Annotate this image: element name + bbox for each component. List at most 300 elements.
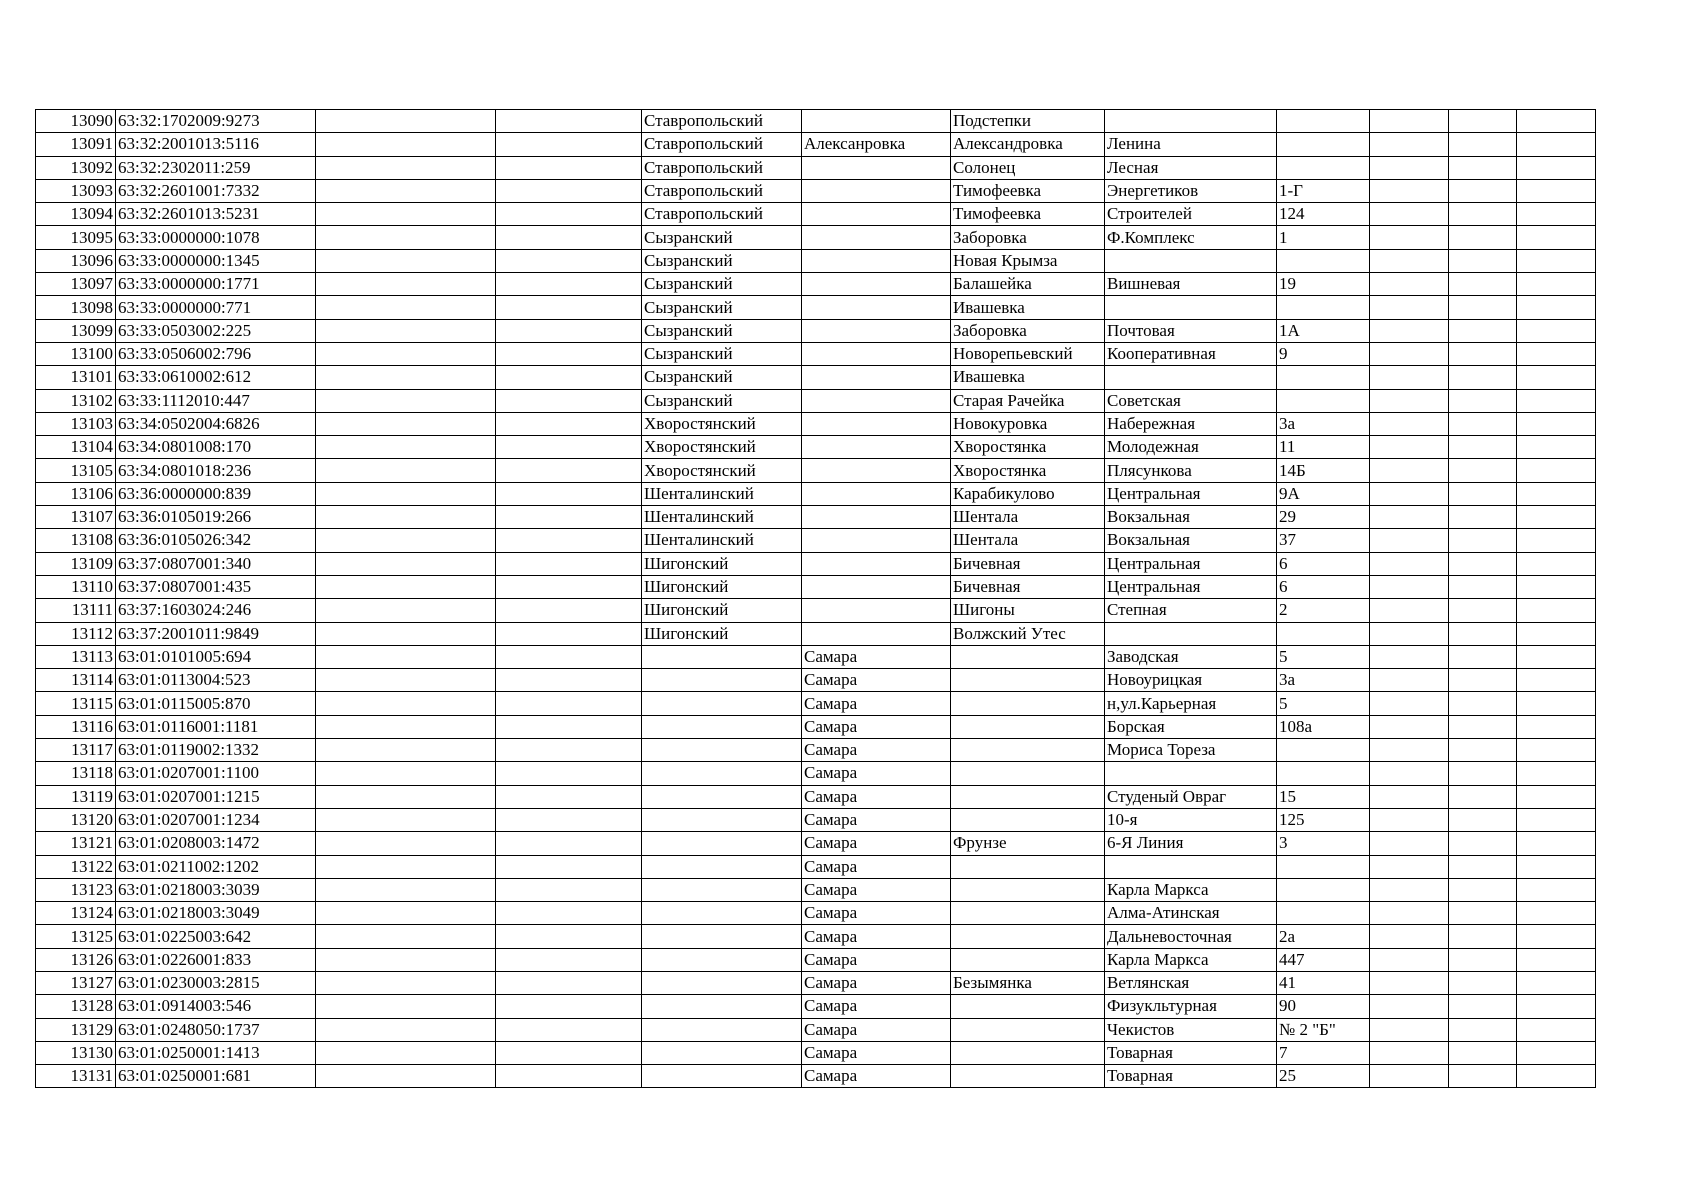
table-row (36, 622, 1596, 645)
cell-col-11 (1449, 412, 1517, 435)
cell-col-11 (1449, 692, 1517, 715)
cell-col-12 (1517, 948, 1596, 971)
cell-settlement: Ивашевка (951, 366, 1105, 389)
cell-col-10 (1370, 669, 1449, 692)
cell-street: 10-я (1105, 808, 1277, 831)
cell-col-3 (316, 529, 496, 552)
cell-col-11 (1449, 808, 1517, 831)
cell-row-number: 13128 (36, 995, 116, 1018)
cell-col-10 (1370, 902, 1449, 925)
cell-district: Шигонский (642, 599, 802, 622)
cell-district: Хворостянский (642, 459, 802, 482)
cell-house: 2 (1277, 599, 1370, 622)
cell-row-number: 13100 (36, 342, 116, 365)
cell-cadastral-number: 63:01:0207001:1100 (116, 762, 316, 785)
cell-col-3 (316, 1018, 496, 1041)
cell-col-11 (1449, 179, 1517, 202)
cell-col-11 (1449, 389, 1517, 412)
cell-col-11 (1449, 1018, 1517, 1041)
cell-city: Самара (802, 739, 951, 762)
cell-col-4 (496, 552, 642, 575)
cell-district: Сызранский (642, 296, 802, 319)
cell-col-12 (1517, 669, 1596, 692)
cell-city (802, 319, 951, 342)
cell-row-number: 13120 (36, 808, 116, 831)
cell-col-11 (1449, 971, 1517, 994)
cell-col-11 (1449, 459, 1517, 482)
cell-settlement (951, 785, 1105, 808)
cell-city (802, 366, 951, 389)
cell-cadastral-number: 63:33:0000000:1771 (116, 273, 316, 296)
cell-cadastral-number: 63:01:0218003:3049 (116, 902, 316, 925)
table-row (36, 389, 1596, 412)
cell-settlement: Балашейка (951, 273, 1105, 296)
cell-district: Шигонский (642, 622, 802, 645)
cell-street: Карла Маркса (1105, 948, 1277, 971)
cell-col-12 (1517, 645, 1596, 668)
cell-row-number: 13115 (36, 692, 116, 715)
cell-col-10 (1370, 995, 1449, 1018)
cell-col-11 (1449, 342, 1517, 365)
cell-col-10 (1370, 599, 1449, 622)
cell-col-12 (1517, 715, 1596, 738)
table-row (36, 459, 1596, 482)
cell-cadastral-number: 63:34:0801008:170 (116, 436, 316, 459)
table-row (36, 529, 1596, 552)
cell-house: 6 (1277, 575, 1370, 598)
cell-cadastral-number: 63:33:0000000:771 (116, 296, 316, 319)
table-row (36, 273, 1596, 296)
cell-row-number: 13110 (36, 575, 116, 598)
cell-cadastral-number: 63:37:0807001:340 (116, 552, 316, 575)
cell-house (1277, 622, 1370, 645)
cell-house: № 2 "Б" (1277, 1018, 1370, 1041)
cell-city (802, 506, 951, 529)
cell-settlement (951, 762, 1105, 785)
cell-city (802, 389, 951, 412)
cell-cadastral-number: 63:34:0801018:236 (116, 459, 316, 482)
cell-col-3 (316, 1065, 496, 1088)
table-row (36, 506, 1596, 529)
cell-row-number: 13122 (36, 855, 116, 878)
cell-col-10 (1370, 1065, 1449, 1088)
cell-settlement: Старая Рачейка (951, 389, 1105, 412)
cell-col-4 (496, 995, 642, 1018)
cell-settlement (951, 995, 1105, 1018)
cell-row-number: 13107 (36, 506, 116, 529)
cell-col-11 (1449, 669, 1517, 692)
cell-house (1277, 855, 1370, 878)
cell-house (1277, 156, 1370, 179)
table-row (36, 995, 1596, 1018)
table-body (36, 110, 1596, 1088)
cell-settlement: Хворостянка (951, 459, 1105, 482)
table-row (36, 575, 1596, 598)
cell-col-10 (1370, 296, 1449, 319)
cell-col-12 (1517, 832, 1596, 855)
cell-col-3 (316, 319, 496, 342)
cell-city (802, 482, 951, 505)
cell-district: Сызранский (642, 389, 802, 412)
table-row (36, 692, 1596, 715)
cell-district (642, 739, 802, 762)
cell-col-3 (316, 808, 496, 831)
cell-col-10 (1370, 1041, 1449, 1064)
cell-col-10 (1370, 273, 1449, 296)
cell-district (642, 785, 802, 808)
cell-col-11 (1449, 249, 1517, 272)
cell-col-3 (316, 762, 496, 785)
table-row (36, 1065, 1596, 1088)
table-row (36, 1018, 1596, 1041)
cell-col-4 (496, 878, 642, 901)
cell-row-number: 13092 (36, 156, 116, 179)
data-table (35, 109, 1596, 1088)
cell-city: Самара (802, 995, 951, 1018)
table-row (36, 739, 1596, 762)
cell-row-number: 13130 (36, 1041, 116, 1064)
cell-cadastral-number: 63:33:0610002:612 (116, 366, 316, 389)
cell-district: Сызранский (642, 249, 802, 272)
cell-settlement: Новокуровка (951, 412, 1105, 435)
cell-col-3 (316, 739, 496, 762)
cell-cadastral-number: 63:01:0250001:681 (116, 1065, 316, 1088)
cell-col-3 (316, 249, 496, 272)
cell-row-number: 13093 (36, 179, 116, 202)
cell-col-11 (1449, 925, 1517, 948)
cell-col-4 (496, 412, 642, 435)
cell-settlement (951, 645, 1105, 668)
cell-col-3 (316, 273, 496, 296)
table-row (36, 645, 1596, 668)
cell-house: 7 (1277, 1041, 1370, 1064)
cell-row-number: 13111 (36, 599, 116, 622)
cell-street (1105, 249, 1277, 272)
cell-col-4 (496, 529, 642, 552)
cell-col-12 (1517, 156, 1596, 179)
cell-row-number: 13112 (36, 622, 116, 645)
cell-col-12 (1517, 971, 1596, 994)
cell-city: Алексанровка (802, 133, 951, 156)
cell-cadastral-number: 63:32:2001013:5116 (116, 133, 316, 156)
cell-settlement (951, 925, 1105, 948)
cell-row-number: 13127 (36, 971, 116, 994)
cell-col-10 (1370, 739, 1449, 762)
table-row (36, 156, 1596, 179)
cell-house: 5 (1277, 692, 1370, 715)
cell-col-12 (1517, 785, 1596, 808)
table-row (36, 552, 1596, 575)
cell-district: Хворостянский (642, 412, 802, 435)
cell-col-12 (1517, 762, 1596, 785)
cell-cadastral-number: 63:36:0105019:266 (116, 506, 316, 529)
cell-col-3 (316, 995, 496, 1018)
cell-district (642, 878, 802, 901)
cell-city (802, 296, 951, 319)
table-row (36, 436, 1596, 459)
table-row (36, 599, 1596, 622)
cell-house: 25 (1277, 1065, 1370, 1088)
cell-col-3 (316, 645, 496, 668)
cell-col-10 (1370, 715, 1449, 738)
table-row (36, 133, 1596, 156)
cell-col-10 (1370, 110, 1449, 133)
cell-col-12 (1517, 459, 1596, 482)
cell-house: 108а (1277, 715, 1370, 738)
cell-city (802, 529, 951, 552)
cell-col-11 (1449, 319, 1517, 342)
cell-house (1277, 133, 1370, 156)
cell-col-4 (496, 692, 642, 715)
cell-col-4 (496, 1041, 642, 1064)
cell-settlement: Волжский Утес (951, 622, 1105, 645)
cell-settlement (951, 878, 1105, 901)
cell-cadastral-number: 63:01:0230003:2815 (116, 971, 316, 994)
cell-col-4 (496, 342, 642, 365)
cell-settlement: Безымянка (951, 971, 1105, 994)
cell-col-4 (496, 1018, 642, 1041)
cell-house: 15 (1277, 785, 1370, 808)
cell-col-4 (496, 179, 642, 202)
cell-col-3 (316, 436, 496, 459)
table-row (36, 203, 1596, 226)
cell-col-10 (1370, 762, 1449, 785)
cell-col-3 (316, 622, 496, 645)
cell-col-3 (316, 832, 496, 855)
cell-cadastral-number: 63:33:0000000:1078 (116, 226, 316, 249)
cell-col-3 (316, 715, 496, 738)
cell-col-10 (1370, 342, 1449, 365)
cell-col-3 (316, 902, 496, 925)
cell-city: Самара (802, 878, 951, 901)
cell-district (642, 1041, 802, 1064)
cell-col-4 (496, 948, 642, 971)
cell-street (1105, 762, 1277, 785)
cell-city (802, 273, 951, 296)
cell-city (802, 110, 951, 133)
table-row (36, 878, 1596, 901)
cell-cadastral-number: 63:33:0503002:225 (116, 319, 316, 342)
cell-street: Карла Маркса (1105, 878, 1277, 901)
cell-col-3 (316, 412, 496, 435)
cell-street: Товарная (1105, 1065, 1277, 1088)
cell-col-10 (1370, 529, 1449, 552)
cell-col-12 (1517, 1041, 1596, 1064)
cell-cadastral-number: 63:32:2601001:7332 (116, 179, 316, 202)
cell-row-number: 13094 (36, 203, 116, 226)
cell-col-4 (496, 855, 642, 878)
cell-city (802, 412, 951, 435)
cell-col-3 (316, 296, 496, 319)
cell-col-10 (1370, 389, 1449, 412)
table-row (36, 319, 1596, 342)
cell-col-10 (1370, 249, 1449, 272)
cell-house (1277, 366, 1370, 389)
cell-district: Шенталинский (642, 506, 802, 529)
cell-col-12 (1517, 739, 1596, 762)
cell-district: Ставропольский (642, 133, 802, 156)
cell-street: Молодежная (1105, 436, 1277, 459)
cell-row-number: 13117 (36, 739, 116, 762)
cell-col-4 (496, 739, 642, 762)
cell-col-10 (1370, 785, 1449, 808)
cell-city: Самара (802, 715, 951, 738)
cell-settlement: Заборовка (951, 319, 1105, 342)
cell-col-3 (316, 575, 496, 598)
cell-col-4 (496, 785, 642, 808)
table-row (36, 412, 1596, 435)
cell-house (1277, 389, 1370, 412)
cell-row-number: 13126 (36, 948, 116, 971)
cell-col-3 (316, 459, 496, 482)
cell-city (802, 599, 951, 622)
cell-city (802, 226, 951, 249)
cell-district (642, 832, 802, 855)
table-row (36, 179, 1596, 202)
cell-city (802, 203, 951, 226)
cell-cadastral-number: 63:01:0914003:546 (116, 995, 316, 1018)
cell-col-4 (496, 599, 642, 622)
cell-settlement: Новорепьевский (951, 342, 1105, 365)
cell-settlement: Карабикулово (951, 482, 1105, 505)
cell-street: Лесная (1105, 156, 1277, 179)
cell-col-12 (1517, 133, 1596, 156)
cell-city: Самара (802, 832, 951, 855)
cell-col-10 (1370, 436, 1449, 459)
cell-col-12 (1517, 878, 1596, 901)
cell-cadastral-number: 63:36:0105026:342 (116, 529, 316, 552)
cell-col-11 (1449, 156, 1517, 179)
cell-col-10 (1370, 925, 1449, 948)
cell-cadastral-number: 63:36:0000000:839 (116, 482, 316, 505)
cell-settlement (951, 692, 1105, 715)
cell-street: Заводская (1105, 645, 1277, 668)
cell-house: 41 (1277, 971, 1370, 994)
cell-row-number: 13098 (36, 296, 116, 319)
table-row (36, 366, 1596, 389)
cell-col-3 (316, 156, 496, 179)
cell-col-3 (316, 971, 496, 994)
cell-city: Самара (802, 1041, 951, 1064)
cell-cadastral-number: 63:01:0115005:870 (116, 692, 316, 715)
cell-settlement: Тимофеевка (951, 203, 1105, 226)
cell-city: Самара (802, 1065, 951, 1088)
cell-city (802, 622, 951, 645)
cell-col-4 (496, 1065, 642, 1088)
cell-col-12 (1517, 1065, 1596, 1088)
cell-street: Кооперативная (1105, 342, 1277, 365)
cell-col-4 (496, 832, 642, 855)
cell-col-11 (1449, 739, 1517, 762)
cell-house (1277, 296, 1370, 319)
cell-cadastral-number: 63:37:2001011:9849 (116, 622, 316, 645)
cell-house: 1А (1277, 319, 1370, 342)
cell-street: Центральная (1105, 552, 1277, 575)
cell-col-3 (316, 506, 496, 529)
cell-col-4 (496, 273, 642, 296)
cell-cadastral-number: 63:01:0208003:1472 (116, 832, 316, 855)
table-row (36, 785, 1596, 808)
cell-col-3 (316, 692, 496, 715)
cell-col-4 (496, 669, 642, 692)
cell-settlement: Солонец (951, 156, 1105, 179)
cell-settlement: Хворостянка (951, 436, 1105, 459)
cell-col-4 (496, 971, 642, 994)
table-row (36, 971, 1596, 994)
cell-cadastral-number: 63:33:0000000:1345 (116, 249, 316, 272)
cell-col-4 (496, 226, 642, 249)
cell-city: Самара (802, 762, 951, 785)
cell-district: Ставропольский (642, 156, 802, 179)
cell-col-3 (316, 669, 496, 692)
cell-col-12 (1517, 995, 1596, 1018)
cell-row-number: 13116 (36, 715, 116, 738)
cell-col-12 (1517, 855, 1596, 878)
cell-col-12 (1517, 575, 1596, 598)
cell-house: 11 (1277, 436, 1370, 459)
cell-row-number: 13123 (36, 878, 116, 901)
cell-col-12 (1517, 342, 1596, 365)
cell-col-12 (1517, 319, 1596, 342)
cell-house: 3а (1277, 669, 1370, 692)
cell-house: 125 (1277, 808, 1370, 831)
cell-city: Самара (802, 948, 951, 971)
cell-col-10 (1370, 156, 1449, 179)
cell-row-number: 13108 (36, 529, 116, 552)
cell-col-10 (1370, 971, 1449, 994)
cell-col-4 (496, 762, 642, 785)
cell-district: Хворостянский (642, 436, 802, 459)
cell-city (802, 249, 951, 272)
cell-col-3 (316, 482, 496, 505)
cell-street: 6-Я Линия (1105, 832, 1277, 855)
cell-col-4 (496, 645, 642, 668)
cell-col-11 (1449, 1065, 1517, 1088)
cell-col-12 (1517, 203, 1596, 226)
cell-district: Сызранский (642, 342, 802, 365)
cell-settlement (951, 855, 1105, 878)
cell-house: 9 (1277, 342, 1370, 365)
cell-street: Мориса Тореза (1105, 739, 1277, 762)
cell-cadastral-number: 63:01:0248050:1737 (116, 1018, 316, 1041)
cell-col-11 (1449, 622, 1517, 645)
cell-city: Самара (802, 902, 951, 925)
cell-house: 2а (1277, 925, 1370, 948)
cell-city: Самара (802, 925, 951, 948)
table-row (36, 249, 1596, 272)
cell-house: 37 (1277, 529, 1370, 552)
cell-col-11 (1449, 110, 1517, 133)
cell-col-3 (316, 1041, 496, 1064)
cell-row-number: 13090 (36, 110, 116, 133)
cell-street (1105, 622, 1277, 645)
cell-settlement (951, 1065, 1105, 1088)
cell-col-12 (1517, 366, 1596, 389)
cell-col-12 (1517, 389, 1596, 412)
cell-street: Студеный Овраг (1105, 785, 1277, 808)
cell-col-11 (1449, 645, 1517, 668)
cell-settlement: Шентала (951, 506, 1105, 529)
cell-col-12 (1517, 110, 1596, 133)
cell-row-number: 13097 (36, 273, 116, 296)
cell-house: 14Б (1277, 459, 1370, 482)
cell-street: н,ул.Карьерная (1105, 692, 1277, 715)
cell-col-4 (496, 203, 642, 226)
cell-row-number: 13109 (36, 552, 116, 575)
cell-settlement (951, 739, 1105, 762)
cell-col-10 (1370, 319, 1449, 342)
cell-row-number: 13099 (36, 319, 116, 342)
